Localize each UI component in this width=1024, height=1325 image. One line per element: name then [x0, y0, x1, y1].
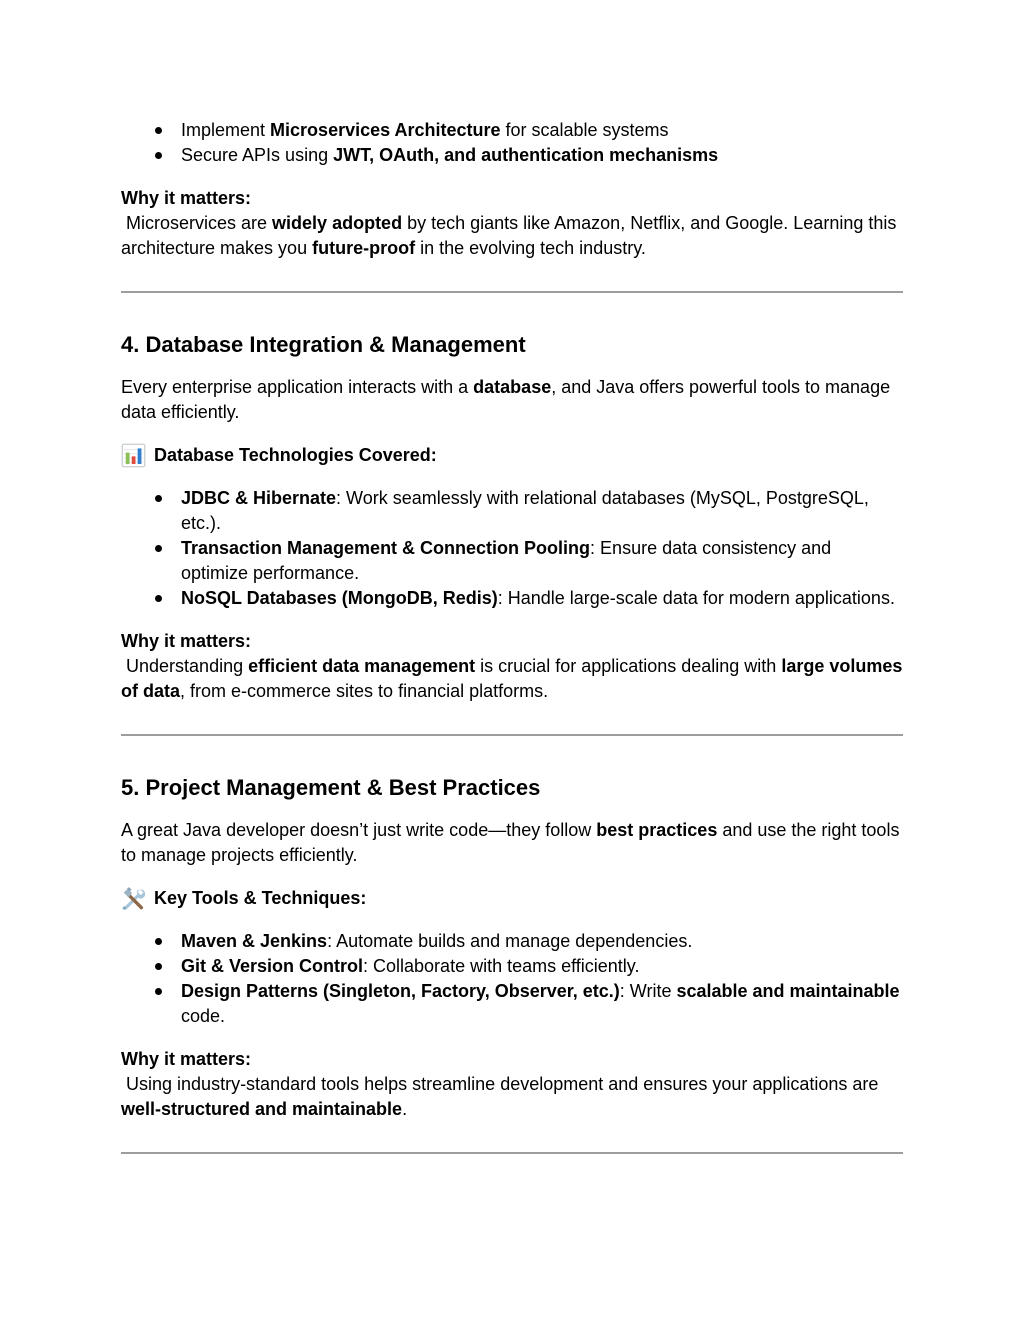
hammer-wrench-icon — [121, 886, 146, 911]
list-item: JDBC & Hibernate: Work seamlessly with relational databases (MySQL, PostgreSQL, etc.). — [181, 486, 903, 536]
section-5-intro: A great Java developer doesn’t just write code—they follow best practices and use the right tools to manage projects efficiently. — [121, 820, 900, 865]
microservices-bullet-list — [121, 118, 903, 168]
section-4-heading: 4. Database Integration & Management — [121, 332, 526, 357]
section-4-bullet-list — [121, 486, 903, 611]
list-item: Git & Version Control: Collaborate with teams efficiently. — [181, 954, 903, 979]
why-it-matters-paragraph — [121, 629, 908, 704]
bar-chart-icon — [121, 443, 146, 468]
section-5-heading: 5. Project Management & Best Practices — [121, 775, 541, 800]
why-it-matters-body: Using industry-standard tools helps streamline development and ensures your applications are well-structured and maintainable. — [121, 1074, 884, 1119]
section-divider — [121, 734, 903, 736]
why-it-matters-paragraph — [121, 1047, 903, 1122]
section-divider — [121, 291, 903, 293]
section-5-bullet-list — [121, 929, 903, 1029]
list-item: Maven & Jenkins: Automate builds and manage dependencies. — [181, 929, 903, 954]
section-4-subhead — [121, 443, 903, 468]
section-divider — [121, 1152, 903, 1154]
list-item: Secure APIs using JWT, OAuth, and authentication mechanisms — [181, 143, 903, 168]
why-it-matters-body: Microservices are widely adopted by tech giants like Amazon, Netflix, and Google. Learning this architecture makes you future-proof in the evolving tech industry. — [121, 213, 902, 258]
document-page — [121, 0, 908, 1154]
list-item: Design Patterns (Singleton, Factory, Observer, etc.): Write scalable and maintainable code. — [181, 979, 903, 1029]
why-it-matters-label: Why it matters: — [121, 188, 252, 208]
why-it-matters-label: Why it matters: — [121, 1049, 252, 1069]
why-it-matters-label: Why it matters: — [121, 631, 252, 651]
list-item: Transaction Management & Connection Pooling: Ensure data consistency and optimize performance. — [181, 536, 903, 586]
why-it-matters-paragraph — [121, 186, 903, 261]
section-5-subhead — [121, 886, 903, 911]
section-4-subhead-label: Database Technologies Covered: — [154, 445, 437, 465]
list-item: Implement Microservices Architecture for scalable systems — [181, 118, 903, 143]
list-item: NoSQL Databases (MongoDB, Redis): Handle large-scale data for modern applications. — [181, 586, 903, 611]
why-it-matters-body: Understanding efficient data management is crucial for applications dealing with large volumes of data, from e-commerce sites to financial platforms. — [121, 656, 908, 701]
section-4-intro: Every enterprise application interacts with a database, and Java offers powerful tools to manage data efficiently. — [121, 377, 891, 422]
section-5-subhead-label: Key Tools & Techniques: — [154, 888, 367, 908]
